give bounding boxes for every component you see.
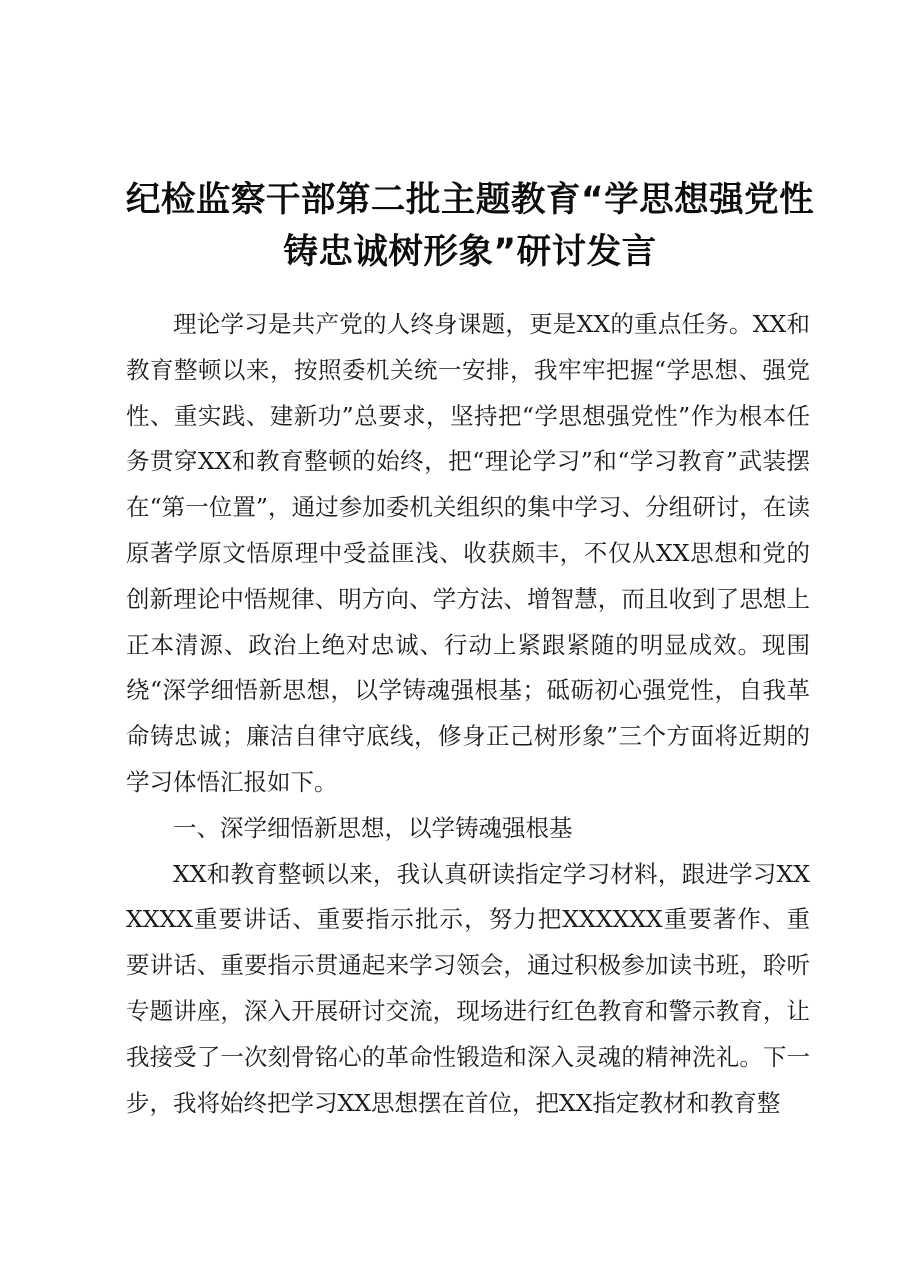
paragraph-intro: 理论学习是共产党的人终身课题，更是XX的重点任务。XX和教育整顿以来，按照委机关统一安排，我牢牢把握“学思想、强党性、重实践、建新功”总要求，坚持把“学思想强党性”作为根本任务贯穿XX和教育整顿的始终，把“理论学习”和“学习教育”武装摆在“第一位置”，通过参加委机关组织的集中学习、分组研讨，在读原著学原文悟原理中受益匪浅、收获颇丰，不仅从XX思想和党的创新理论中悟规律、明方向、学方法、增智慧，而且收到了思想上正本清源、政治上绝对忠诚、行动上紧跟紧随的明显成效。现围绕“深学细悟新思想，以学铸魂强根基；砥砺初心强党性，自我革命铸忠诚；廉洁自律守底线，修身正己树形象”三个方面将近期的学习体悟汇报如下。 xyxy=(126,310,810,796)
paragraph-section-1: XX和教育整顿以来，我认真研读指定学习材料，跟进学习XXXXXX重要讲话、重要指示批示，努力把XXXXXX重要著作、重要讲话、重要指示贯通起来学习领会，通过积极参加读书班，聆听专题讲座，深入开展研讨交流，现场进行红色教育和警示教育，让我接受了一次刻骨铭心的革命性锻造和深入灵魂的精神洗礼。下一步，我将始终把学习XX思想摆在首位，把XX指定教材和教育整 xyxy=(126,859,810,1117)
document-title: 纪检监察干部第二批主题教育“学思想强党性铸忠诚树形象”研讨发言 xyxy=(125,180,815,272)
section-heading-1: 一、深学细悟新思想，以学铸魂强根基 xyxy=(173,813,573,842)
document-body xyxy=(126,302,810,1126)
